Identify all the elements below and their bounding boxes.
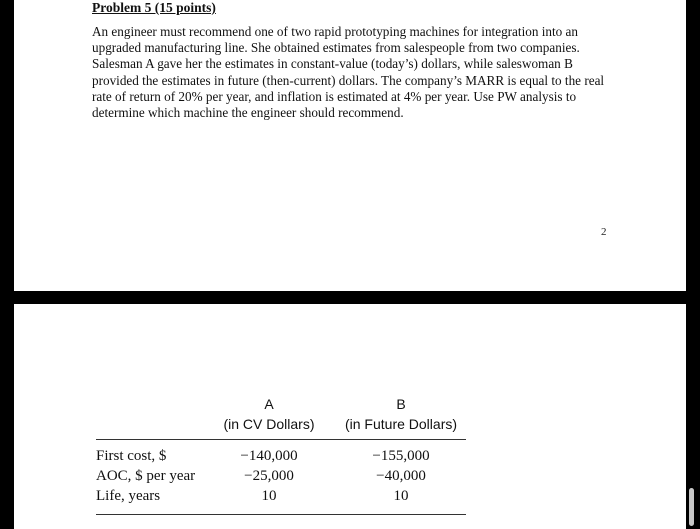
cell-a: 10	[261, 488, 277, 504]
table-row	[96, 448, 476, 468]
problem-title: Problem 5 (15 points)	[92, 0, 216, 15]
column-b-header: B	[396, 396, 406, 412]
cell-b: −40,000	[376, 468, 426, 484]
table-row	[96, 488, 476, 508]
row-label: Life, years	[96, 488, 161, 504]
column-a-header: A	[264, 396, 274, 412]
column-a-subtitle: (in CV Dollars)	[223, 416, 315, 432]
column-b-subtitle: (in Future Dollars)	[344, 416, 458, 432]
table-row	[96, 468, 476, 488]
cell-b: 10	[393, 488, 409, 504]
scrollbar-thumb[interactable]	[689, 488, 694, 526]
cell-b: −155,000	[372, 448, 430, 464]
row-label: AOC, $ per year	[96, 468, 196, 484]
page-number: 2	[601, 226, 607, 238]
problem-statement: An engineer must recommend one of two rapid prototyping machines for integration into an upgraded manufacturing line. She obtained estimates from salespeople from two companies. Salesman A gave her the estimates in constant-value (today’s) dollars, while saleswoman B provided the estimates in future (then-current) dollars. The company’s MARR is equal to the real rate of return of 20% per year, and inflation is estimated at 4% per year. Use PW analysis to determine which machine the engineer should recommend.	[92, 24, 605, 121]
cell-a: −140,000	[240, 448, 298, 464]
row-label: First cost, $	[96, 448, 167, 464]
document-page-1	[14, 0, 686, 291]
table-top-rule	[96, 439, 466, 440]
cell-a: −25,000	[244, 468, 294, 484]
document-page-2	[14, 304, 686, 529]
table-bottom-rule	[96, 514, 466, 515]
